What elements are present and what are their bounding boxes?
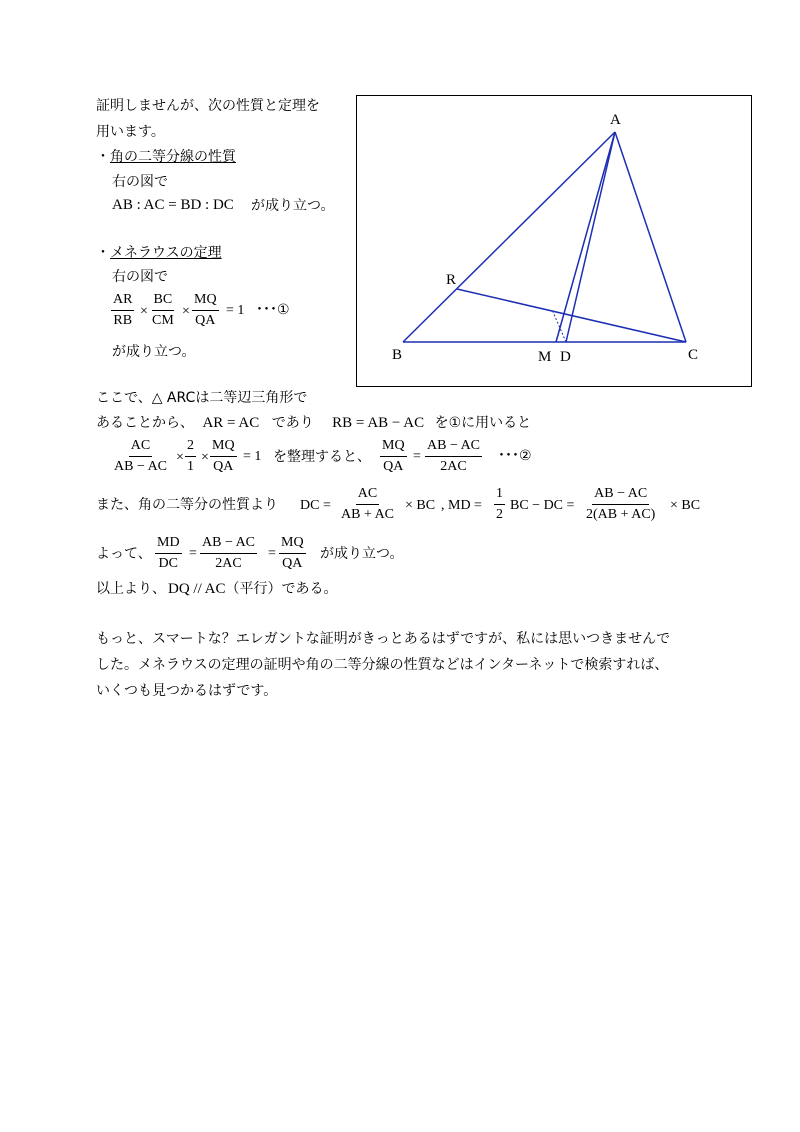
equals-one: = 1 [226, 303, 245, 318]
fraction-ar-rb [111, 293, 134, 328]
label-m: M [538, 349, 552, 365]
denominator: AB − AC [114, 459, 168, 474]
marker-1: ･･･① [256, 302, 290, 318]
times-sign: × [176, 450, 184, 465]
fraction-ab-ac-over-2ac [425, 439, 482, 474]
fraction-2-over-1 [185, 439, 196, 474]
numerator: AR [111, 293, 134, 311]
bisector-ref-text: また、角の二等分の性質より [96, 497, 278, 513]
text: 以上より、 [96, 581, 166, 597]
therefore-text: よって、 [96, 546, 152, 562]
denominator: RB [113, 313, 133, 328]
numerator: MD [155, 536, 182, 554]
label-b: B [392, 347, 403, 363]
dq-parallel-ac: DQ // AC [168, 581, 226, 597]
fraction-mq-qa [279, 536, 306, 571]
bisector-heading [96, 150, 236, 164]
times-sign: × [140, 304, 148, 319]
closing-line-2: した。メネラウスの定理の証明や角の二等分線の性質などはインターネットで検索すれば、 [96, 657, 669, 673]
times-sign: × [182, 304, 190, 319]
menelaus-heading [96, 246, 222, 260]
bisector-fig-ref: 右の図で [112, 174, 168, 190]
equals-sign: = [268, 546, 276, 561]
fraction-ac-over-ab-ac [112, 439, 169, 474]
side-ab [403, 132, 615, 342]
denominator: CM [152, 313, 174, 328]
bisector-formula: AB : AC = BD : DC [112, 197, 234, 213]
md-tail: × BC [670, 498, 701, 513]
numerator: AC [356, 487, 379, 505]
md-middle: BC − DC = [510, 498, 575, 513]
fraction-ab-ac-over-2-ab-plus-ac [584, 487, 657, 522]
numerator: 1 [494, 487, 505, 505]
segment-ad [566, 132, 615, 342]
text: あることから、 [96, 415, 194, 431]
bullet: ・ [96, 245, 110, 261]
fraction-bc-cm [150, 293, 176, 328]
numerator: AC [129, 439, 152, 457]
md-lhs: , MD = [441, 498, 482, 513]
closing-line-1: もっと、スマートな？エレガントな証明がきっとあるはずですが、私には思いつきませんで [96, 631, 671, 647]
denominator: QA [195, 313, 216, 328]
numerator: AB − AC [592, 487, 649, 505]
denominator: 2 [496, 507, 503, 522]
denominator: AB + AC [341, 507, 395, 522]
numerator: MQ [192, 293, 219, 311]
numerator: BC [152, 293, 175, 311]
text: を①に用いると [434, 415, 532, 431]
equals-sign: = [189, 546, 197, 561]
proof-line-2 [96, 416, 531, 431]
conclusion [96, 582, 338, 597]
fraction-mq-qa [210, 439, 237, 474]
fraction-md-dc [155, 536, 182, 571]
denominator: 2AC [440, 459, 467, 474]
intro-line-1: 証明しませんが、次の性質と定理を [96, 98, 320, 114]
label-r: R [446, 272, 457, 288]
bisector-title: 角の二等分線の性質 [110, 149, 236, 165]
numerator: AB − AC [200, 536, 257, 554]
triangle-figure [356, 95, 752, 387]
equals-one: = 1 [243, 449, 262, 464]
rearrange-text: を整理すると、 [273, 449, 371, 465]
denominator: 2(AB + AC) [586, 507, 656, 522]
numerator: MQ [279, 536, 306, 554]
holds-text: が成り立つ。 [320, 546, 404, 562]
label-c: C [688, 347, 699, 363]
fraction-1-over-2 [494, 487, 505, 522]
denominator: 1 [187, 459, 194, 474]
label-d: D [560, 349, 571, 365]
dc-tail: × BC [405, 498, 436, 513]
label-a: A [610, 112, 621, 128]
numerator: AB − AC [425, 439, 482, 457]
menelaus-fig-ref: 右の図で [112, 269, 168, 285]
ar-eq-ac: AR = AC [202, 415, 260, 431]
rb-formula: RB = AB − AC [332, 415, 425, 431]
numerator: MQ [210, 439, 237, 457]
triangle-diagram [357, 96, 753, 388]
proof-line-1: ここで、△ ARCは二等辺三角形で [96, 390, 308, 406]
fraction-ac-over-ab-plus-ac [339, 487, 396, 522]
marker-2: ･･･② [498, 448, 532, 464]
numerator: 2 [185, 439, 196, 457]
segment-dq [553, 312, 566, 342]
bullet: ・ [96, 149, 110, 165]
equals-sign: = [413, 449, 421, 464]
denominator: DC [158, 556, 178, 571]
text: （平行）である。 [225, 581, 338, 597]
segment-am [556, 132, 615, 342]
times-sign: × [201, 450, 209, 465]
fraction-ab-ac-over-2ac [200, 536, 257, 571]
menelaus-holds: が成り立つ。 [112, 344, 196, 360]
denominator: QA [383, 459, 404, 474]
fraction-mq-qa [380, 439, 407, 474]
numerator: MQ [380, 439, 407, 457]
dc-lhs: DC = [300, 498, 331, 513]
fraction-mq-qa [192, 293, 219, 328]
bisector-holds: が成り立つ。 [251, 198, 335, 214]
closing-line-3: いくつも見つかるはずです。 [96, 683, 278, 699]
denominator: 2AC [215, 556, 242, 571]
intro-line-2: 用います。 [96, 124, 165, 140]
menelaus-title: メネラウスの定理 [110, 245, 222, 261]
text: であり [271, 415, 314, 431]
side-ac [615, 132, 686, 342]
denominator: QA [282, 556, 303, 571]
denominator: QA [213, 459, 234, 474]
segment-rc [457, 289, 686, 342]
